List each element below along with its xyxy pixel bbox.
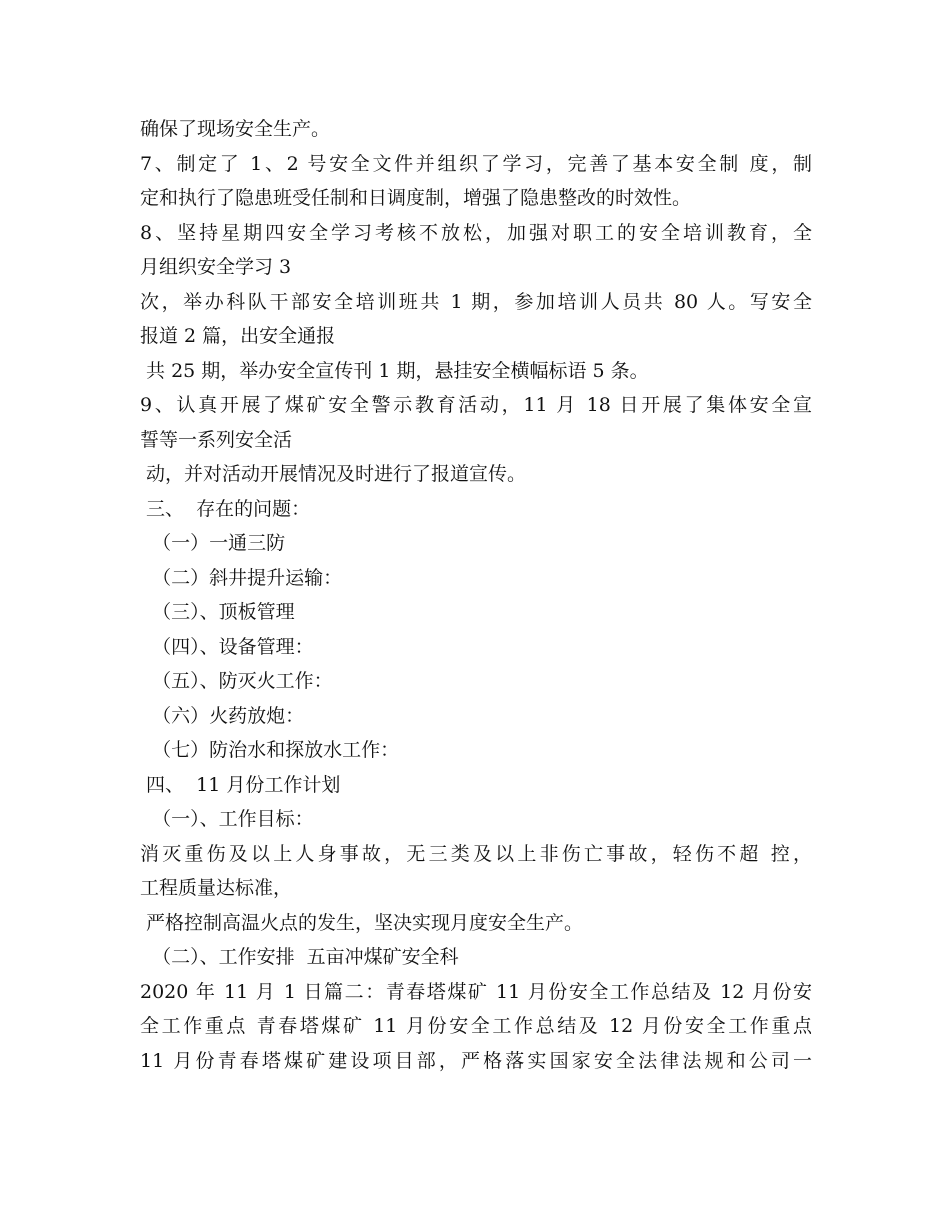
text-line: 次，举办科队干部安全培训班共 1 期，参加培训人员共 80 人。写安全 <box>140 290 812 313</box>
list-item: （二）斜井提升运输： <box>140 566 343 589</box>
list-item: （一）、工作目标： <box>140 808 314 830</box>
list-item: （五）、防灭火工作： <box>140 670 333 692</box>
list-item: （三）、顶板管理 <box>140 601 295 623</box>
text-line: 7、制定了 1、2 号安全文件并组织了学习，完善了基本安全制 度，制 <box>140 152 812 175</box>
text-line: 全工作重点 青春塔煤矿 11 月份安全工作总结及 12 月份安全工作重点 <box>140 1015 812 1037</box>
text-line: 工程质量达标准， <box>140 877 293 899</box>
text-line: 报道 2 篇，出安全通报 <box>140 325 336 347</box>
text-line: 动，并对活动开展情况及时进行了报道宣传。 <box>140 463 527 485</box>
text-line: 8、坚持星期四安全学习考核不放松，加强对职工的安全培训教育，全 <box>140 221 812 244</box>
text-line: 共 25 期，举办安全宣传刊 1 期，悬挂安全横幅标语 5 条。 <box>140 359 649 382</box>
list-item: （一）一通三防 <box>140 532 286 554</box>
section-heading: 四、 11 月份工作计划 <box>140 773 341 796</box>
text-line: 9、认真开展了煤矿安全警示教育活动，11 月 18 日开展了集体安全宣 <box>140 394 812 416</box>
list-item: （二）、工作安排 五亩冲煤矿安全科 <box>140 946 459 968</box>
text-line: 消灭重伤及以上人身事故，无三类及以上非伤亡事故，轻伤不超 控， <box>140 842 812 865</box>
list-item: （七）防治水和探放水工作： <box>140 739 400 761</box>
text-line: 月组织安全学习 3 <box>140 256 292 278</box>
text-line: 严格控制高温火点的发生，坚决实现月度安全生产。 <box>140 911 584 934</box>
list-item: （六）火药放炮： <box>140 704 305 727</box>
text-line: 11 月份青春塔煤矿建设项目部，严格落实国家安全法律法规和公司一 <box>140 1049 812 1072</box>
text-line: 确保了现场安全生产。 <box>140 118 331 140</box>
text-line: 定和执行了隐患班受任制和日调度制，增强了隐患整改的时效性。 <box>140 187 692 209</box>
section-heading: 三、 存在的问题： <box>140 497 311 520</box>
document-body <box>140 112 812 1078</box>
list-item: （四）、设备管理： <box>140 635 314 658</box>
text-line: 2020 年 11 月 1 日篇二：青春塔煤矿 11 月份安全工作总结及 12 月份安 <box>140 980 812 1003</box>
text-line: 誓等一系列安全活 <box>140 428 293 451</box>
